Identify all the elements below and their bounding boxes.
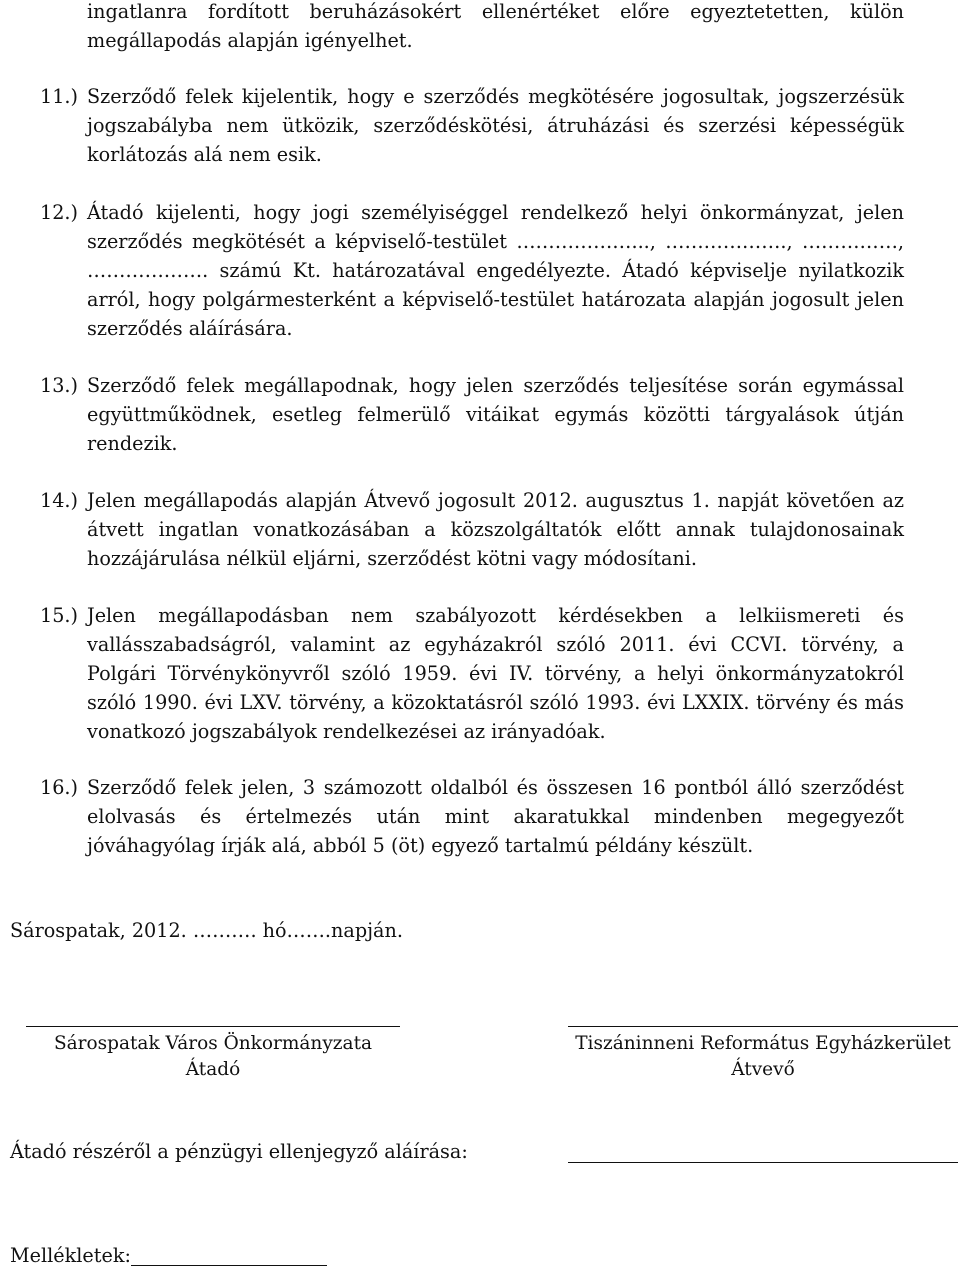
paragraph-13 bbox=[40, 371, 904, 458]
attachments-label: Mellékletek: bbox=[10, 1244, 131, 1267]
paragraph-number: 15.) bbox=[40, 604, 79, 627]
right-signatory-name: Tiszáninneni Református Egyházkerület bbox=[575, 1033, 951, 1054]
paragraph-text: Szerződő felek megállapodnak, hogy jelen szerződés teljesítése során egymással együttműködnek, esetleg felmerülő vitáikat egymás közötti tárgyalások útján rendezik. bbox=[87, 374, 904, 455]
left-signature-line bbox=[26, 1026, 400, 1027]
paragraph-text: Szerződő felek jelen, 3 számozott oldalból és összesen 16 pontból álló szerződést elolvasás és értelmezés után mint akaratukkal mindenben megegyezőt jóváhagyólag írják alá, abból 5 (öt) egyező tartalmú példány készült. bbox=[87, 776, 904, 857]
paragraph-16 bbox=[40, 773, 904, 860]
paragraph-11 bbox=[40, 82, 904, 169]
attachments-line bbox=[131, 1265, 327, 1266]
paragraph-number: 16.) bbox=[40, 776, 79, 799]
right-signatory-role: Átvevő bbox=[731, 1059, 795, 1080]
place-date-line: Sárospatak, 2012. ………. hó…….napján. bbox=[10, 919, 403, 942]
paragraph-text: Szerződő felek kijelentik, hogy e szerződés megkötésére jogosultak, jogszerzésük jogszabályba nem ütközik, szerződéskötési, átruházási és szerzési képességük korlátozás alá nem esik. bbox=[87, 85, 904, 166]
left-signatory-role: Átadó bbox=[185, 1059, 241, 1080]
finance-signature-line bbox=[568, 1162, 958, 1163]
paragraph-text: Jelen megállapodásban nem szabályozott kérdésekben a lelkiismereti és vallásszabadságról, valamint az egyházakról szóló 2011. évi CCVI. törvény, a Polgári Törvénykönyvről szóló 1959. évi IV. törvény, a helyi önkormányzatokról szóló 1990. évi LXV. törvény, a közoktatásról szóló 1993. évi LXXIX. törvény és más vonatkozó jogszabályok rendelkezései az irányadóak. bbox=[87, 604, 904, 743]
right-signature-line bbox=[568, 1026, 958, 1027]
top-continuation-text: ingatlanra fordított beruházásokért ellenértéket előre egyeztetetten, külön megállapodás alapján igényelhet. bbox=[87, 0, 904, 52]
paragraph-number: 11.) bbox=[40, 85, 79, 108]
paragraph-text: Jelen megállapodás alapján Átvevő jogosult 2012. augusztus 1. napját követően az átvett ingatlan vonatkozásában a közszolgáltatók előtt annak tulajdonosainak hozzájárulása nélkül eljárni, szerződést kötni vagy módosítani. bbox=[87, 489, 904, 570]
paragraph-12 bbox=[40, 198, 904, 343]
paragraph-text: Átadó kijelenti, hogy jogi személyiséggel rendelkező helyi önkormányzat, jelen szerződés megkötését a képviselő-testület ………………..., ………………., ……………, ………………. számú Kt. határozatával engedélyezte. Átadó képviselje nyilatkozik arról, hogy polgármesterként a képviselő-testület határozata alapján jogosult jelen szerződés aláírására. bbox=[87, 201, 904, 340]
paragraph-15 bbox=[40, 601, 904, 746]
paragraph-14 bbox=[40, 486, 904, 573]
paragraph-number: 14.) bbox=[40, 489, 79, 512]
finance-countersign-label: Átadó részéről a pénzügyi ellenjegyző aláírása: bbox=[10, 1140, 468, 1163]
paragraph-number: 13.) bbox=[40, 374, 79, 397]
paragraph-number: 12.) bbox=[40, 201, 79, 224]
left-signatory-name: Sárospatak Város Önkormányzata bbox=[53, 1033, 373, 1054]
